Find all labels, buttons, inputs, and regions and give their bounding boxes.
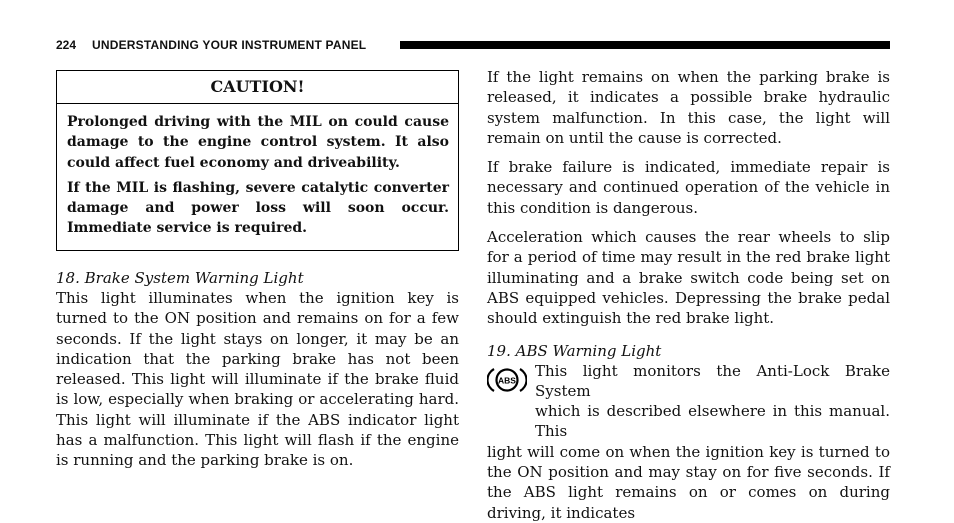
abs-text-line: which is described elsewhere in this manual. This [535, 402, 890, 441]
right-column [487, 67, 890, 523]
brake-hydraulic-paragraph: If the light remains on when the parking brake is released, it indicates a possible brake hydraulic system malfunction. In this case, the light will remain on until the cause is corrected. [487, 68, 890, 147]
acceleration-paragraph: Acceleration which causes the rear wheels to slip for a period of time may result in the red brake light illuminating and a brake switch code being set on ABS equipped vehicles. Depressing the brake pedal should extinguish the red brake light. [487, 228, 890, 328]
caution-paragraph: If the MIL is flashing, severe catalytic converter damage and power loss will soon occur. Immediate service is required. [67, 179, 449, 237]
section-title: UNDERSTANDING YOUR INSTRUMENT PANEL [92, 38, 367, 52]
abs-warning-text: light will come on when the ignition key is turned to the ON position and may stay on for five seconds. If the ABS light remains on or comes on during driving, it indicates [487, 442, 890, 522]
brake-warning-section [56, 268, 459, 471]
caution-body [57, 104, 458, 239]
brake-warning-heading: 18. Brake System Warning Light [56, 269, 304, 287]
header-rule [400, 41, 890, 49]
abs-icon-label: ABS [498, 375, 516, 386]
abs-warning-section [487, 341, 890, 523]
abs-text-line: This light monitors the Anti-Lock Brake System [535, 361, 890, 400]
brake-failure-paragraph: If brake failure is indicated, immediate repair is necessary and continued operation of the vehicle in this condition is dangerous. [487, 158, 890, 217]
caution-box [56, 70, 459, 251]
abs-warning-icon [487, 365, 527, 395]
page-header [56, 38, 890, 52]
page-number: 224 [56, 38, 77, 52]
caution-paragraph: Prolonged driving with the MIL on could cause damage to the engine control system. It also could affect fuel economy and driveability. [67, 114, 449, 171]
brake-warning-text: This light illuminates when the ignition key is turned to the ON position and remains on for a few seconds. If the light stays on longer, it may be an indication that the parking brake has not been released. This light will illuminate if the brake fluid is low, especially when braking or accelerating hard. This light will illuminate if the ABS indicator light has a malfunction. This light will flash if the engine is running and the parking brake is on. [56, 289, 459, 470]
caution-title: CAUTION! [57, 71, 458, 104]
left-column [56, 70, 459, 471]
abs-row [487, 361, 890, 442]
abs-warning-heading: 19. ABS Warning Light [487, 341, 662, 360]
